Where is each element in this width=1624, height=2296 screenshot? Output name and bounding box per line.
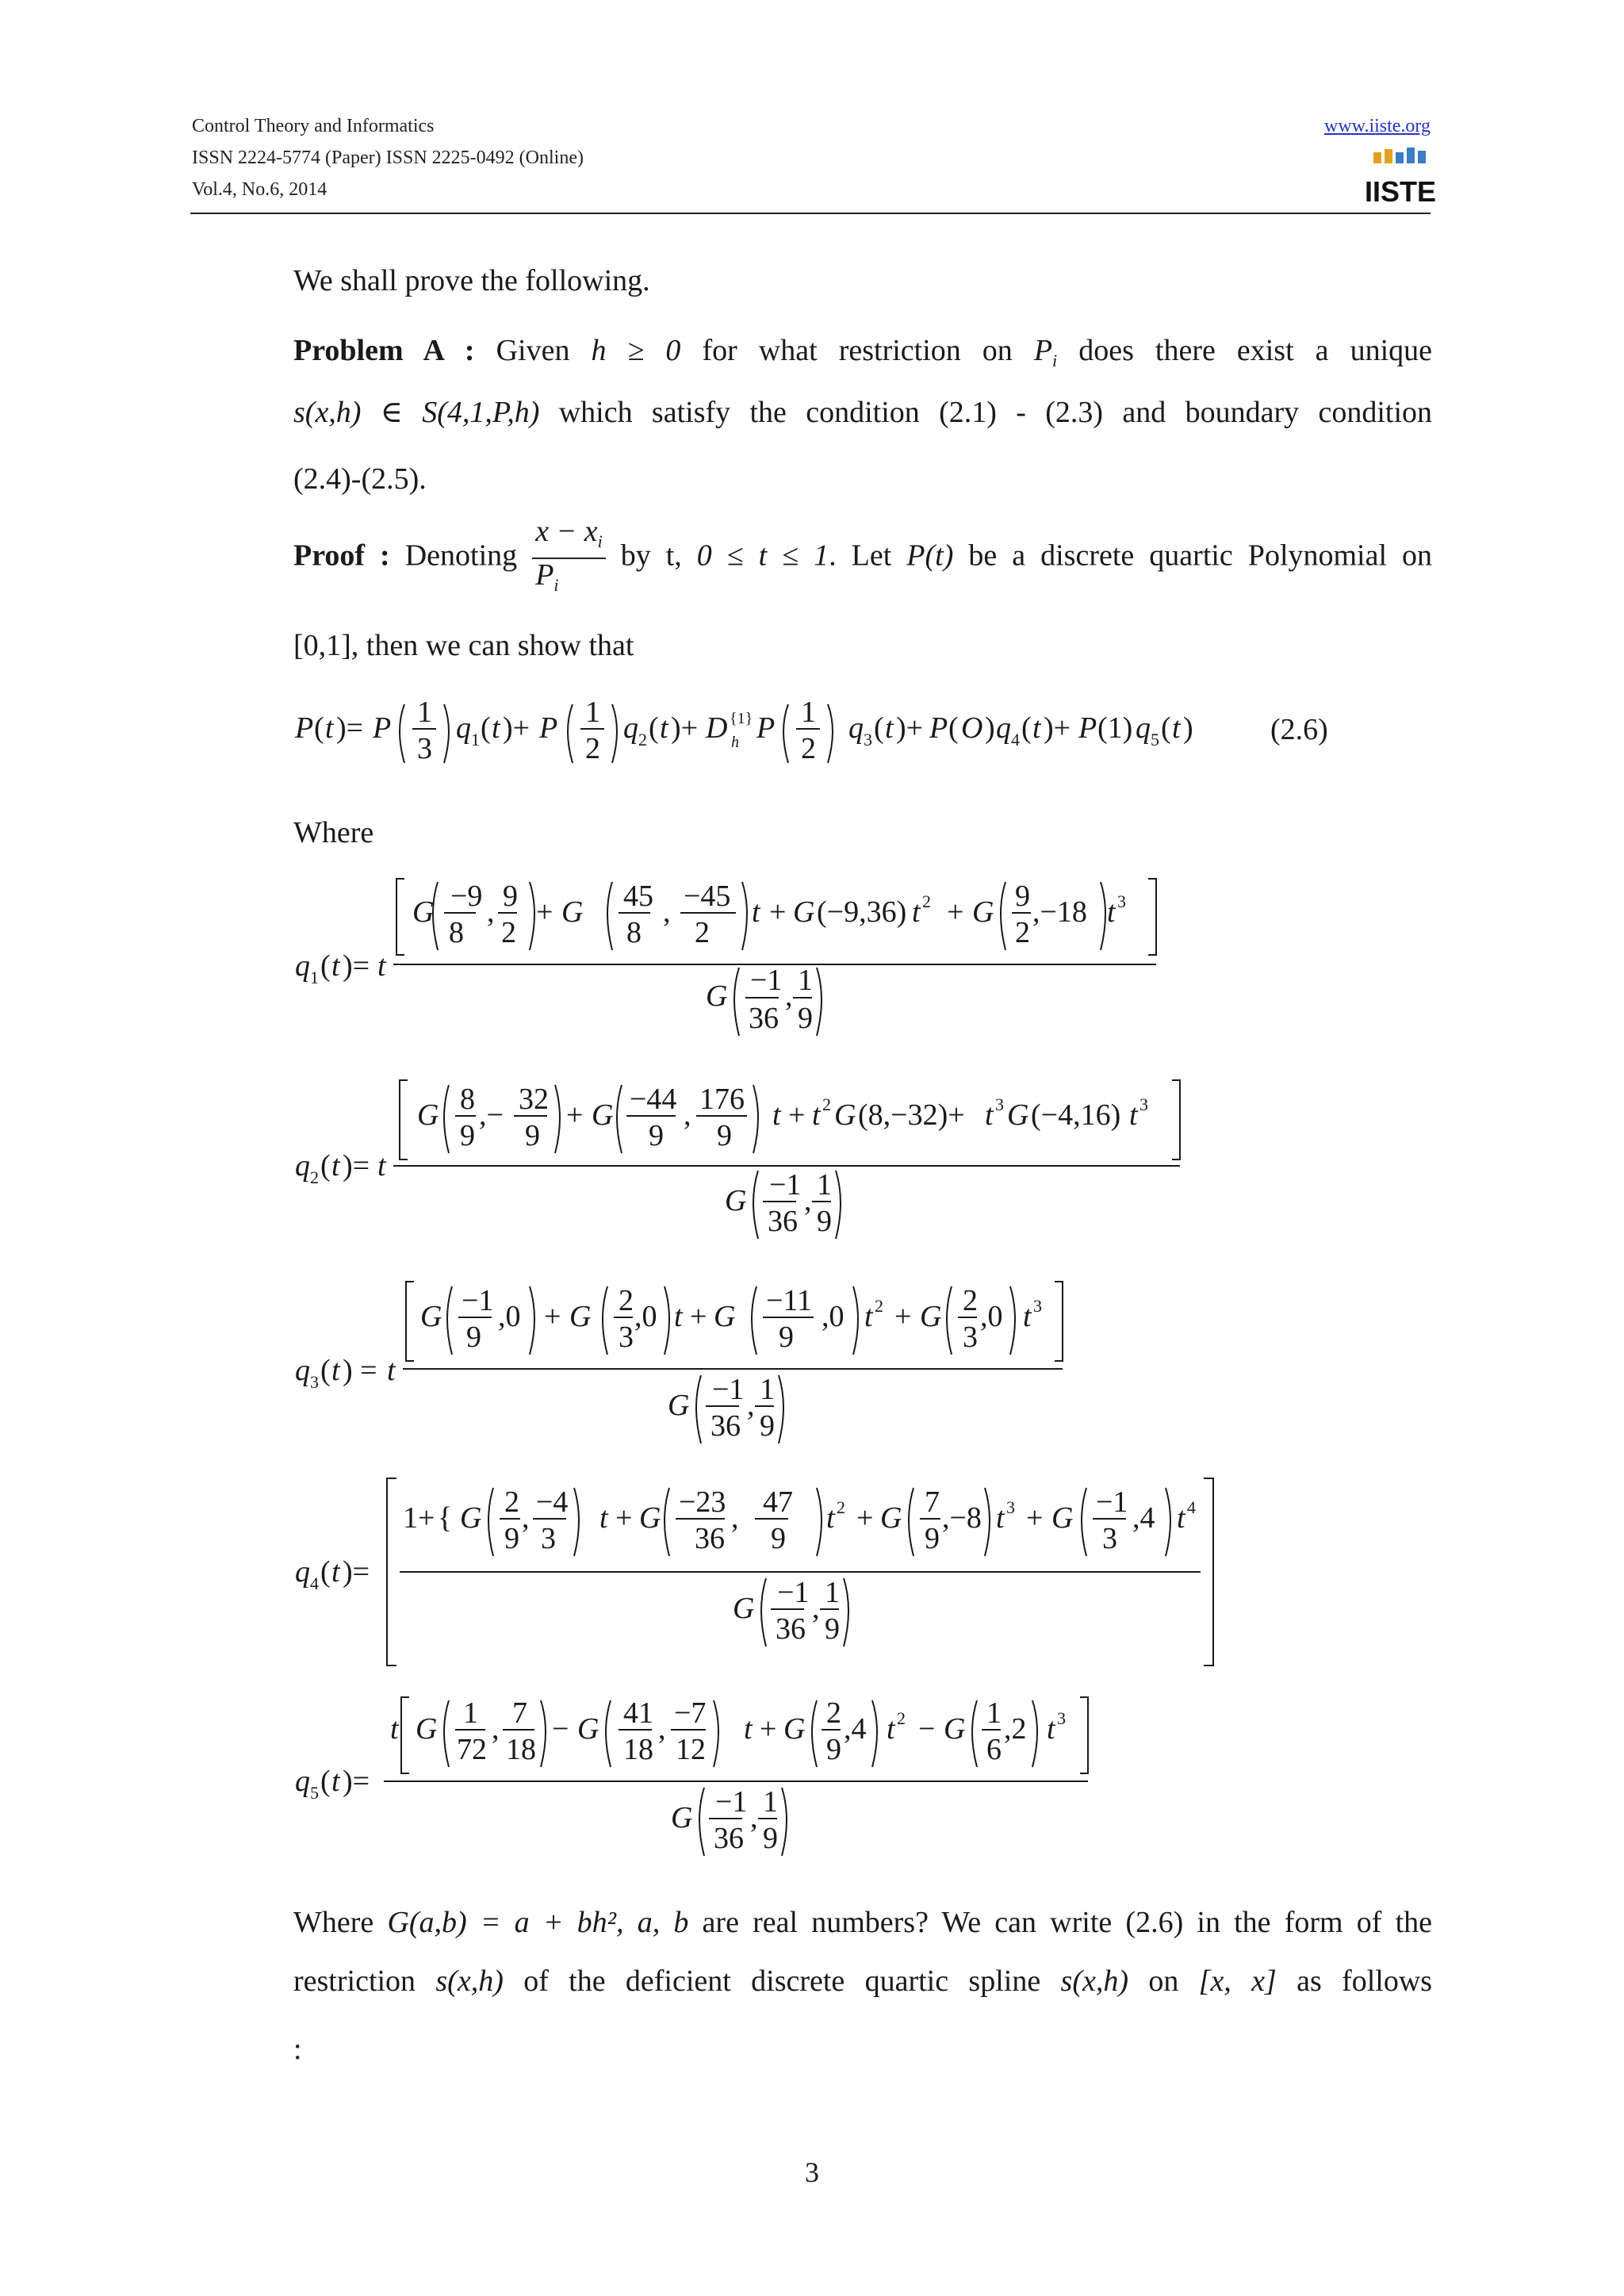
svg-text:9: 9 bbox=[649, 1119, 664, 1152]
svg-text:3: 3 bbox=[995, 1094, 1004, 1114]
svg-text:8: 8 bbox=[449, 916, 464, 949]
svg-text:t: t bbox=[1172, 711, 1181, 745]
svg-text:P: P bbox=[295, 711, 314, 745]
svg-text:t: t bbox=[887, 1712, 895, 1746]
svg-text:{1}: {1} bbox=[730, 710, 753, 727]
svg-text:−1: −1 bbox=[777, 1576, 810, 1609]
svg-text:(1): (1) bbox=[1097, 711, 1133, 745]
intro-paragraph: We shall prove the following. bbox=[293, 264, 650, 297]
svg-text:3: 3 bbox=[619, 1320, 634, 1354]
svg-text:2: 2 bbox=[822, 1094, 831, 1114]
svg-text:G: G bbox=[793, 895, 815, 929]
svg-text:q: q bbox=[848, 711, 864, 745]
svg-text:t: t bbox=[985, 1098, 994, 1132]
svg-text:3: 3 bbox=[1117, 891, 1126, 911]
svg-text:+: + bbox=[690, 1300, 707, 1333]
svg-text:4: 4 bbox=[1011, 730, 1020, 749]
svg-text:−1: −1 bbox=[769, 1168, 802, 1202]
svg-text:,: , bbox=[747, 1389, 755, 1422]
svg-text:P: P bbox=[1078, 711, 1097, 745]
svg-text:q: q bbox=[1136, 711, 1151, 745]
svg-text:G: G bbox=[733, 1592, 755, 1625]
svg-text:2: 2 bbox=[638, 730, 647, 749]
svg-text:−44: −44 bbox=[630, 1083, 677, 1116]
svg-text:3: 3 bbox=[864, 730, 872, 749]
svg-text:7: 7 bbox=[925, 1485, 940, 1519]
svg-text:3: 3 bbox=[1057, 1708, 1066, 1728]
svg-text:G: G bbox=[783, 1712, 806, 1746]
svg-text:36: 36 bbox=[710, 1409, 741, 1443]
svg-text:9: 9 bbox=[503, 880, 518, 913]
svg-text:9: 9 bbox=[798, 1002, 813, 1035]
svg-text:G: G bbox=[639, 1501, 661, 1535]
svg-text:t: t bbox=[331, 1765, 340, 1798]
svg-text:,: , bbox=[522, 1501, 530, 1535]
svg-text:+: + bbox=[1026, 1501, 1044, 1535]
svg-text:9: 9 bbox=[771, 1522, 786, 1555]
svg-text:t: t bbox=[377, 949, 386, 983]
svg-text:−11: −11 bbox=[766, 1284, 813, 1317]
svg-text:47: 47 bbox=[763, 1485, 793, 1519]
svg-text:,: , bbox=[684, 1098, 691, 1132]
proof-label: Proof : bbox=[293, 539, 390, 573]
svg-text:t: t bbox=[331, 1354, 340, 1387]
svg-text:t: t bbox=[996, 1501, 1005, 1535]
svg-text:(: ( bbox=[320, 1555, 331, 1589]
svg-text:D: D bbox=[706, 711, 728, 745]
svg-text:,: , bbox=[812, 1592, 820, 1625]
svg-text:,−18: ,−18 bbox=[1032, 895, 1087, 929]
svg-text:36: 36 bbox=[768, 1205, 798, 1238]
svg-text:q: q bbox=[295, 1149, 310, 1182]
svg-text:)+: )+ bbox=[503, 711, 530, 745]
svg-text:,: , bbox=[750, 1801, 758, 1834]
svg-text:h: h bbox=[731, 734, 739, 751]
svg-text:+: + bbox=[894, 1300, 912, 1333]
svg-text:(: ( bbox=[320, 1765, 331, 1798]
proof-fraction: $\frac{x - x_i}{P_i}$ bbox=[532, 516, 606, 601]
svg-text:3: 3 bbox=[1006, 1497, 1015, 1517]
svg-text:2: 2 bbox=[619, 1284, 634, 1317]
svg-text:32: 32 bbox=[519, 1083, 549, 1116]
volume-line: Vol.4, No.6, 2014 bbox=[192, 179, 327, 200]
svg-text:G: G bbox=[834, 1098, 856, 1132]
svg-text:G: G bbox=[1051, 1501, 1074, 1535]
svg-text:+: + bbox=[856, 1501, 874, 1535]
svg-text:G: G bbox=[592, 1098, 614, 1132]
svg-text:G: G bbox=[460, 1501, 482, 1535]
svg-text:t: t bbox=[325, 711, 334, 745]
svg-text:q: q bbox=[996, 711, 1011, 745]
svg-text:1: 1 bbox=[798, 964, 813, 997]
svg-text:(: ( bbox=[649, 711, 659, 745]
svg-text:−1: −1 bbox=[715, 1785, 748, 1819]
svg-text:t: t bbox=[1023, 1300, 1032, 1333]
svg-text:t: t bbox=[1032, 711, 1041, 745]
svg-text:t: t bbox=[744, 1712, 753, 1746]
svg-text:IISTE: IISTE bbox=[1364, 175, 1437, 208]
svg-text:t: t bbox=[674, 1300, 683, 1333]
svg-text:−1: −1 bbox=[712, 1373, 745, 1406]
svg-text:5: 5 bbox=[1151, 730, 1159, 749]
svg-text:−4: −4 bbox=[536, 1485, 569, 1519]
svg-text:3: 3 bbox=[1102, 1522, 1117, 1555]
svg-text:1: 1 bbox=[471, 730, 480, 749]
svg-text:t: t bbox=[752, 895, 760, 929]
svg-text:1: 1 bbox=[986, 1696, 1002, 1730]
svg-text:q: q bbox=[623, 711, 638, 745]
svg-text:G: G bbox=[412, 895, 435, 929]
svg-text:(: ( bbox=[1161, 711, 1171, 745]
svg-text:+: + bbox=[566, 1098, 584, 1132]
svg-text:t: t bbox=[1177, 1501, 1185, 1535]
svg-text:2: 2 bbox=[585, 732, 600, 765]
svg-text:2: 2 bbox=[875, 1296, 883, 1316]
svg-text:G: G bbox=[920, 1300, 942, 1333]
svg-text:,0: ,0 bbox=[980, 1300, 1003, 1333]
equation-number: (2.6) bbox=[1270, 713, 1328, 746]
closing-line-2: restriction s(x,h) of the deficient discrete quartic spline s(x,h) on [x, x] as follows bbox=[293, 1964, 1433, 1998]
svg-text:−: − bbox=[918, 1712, 936, 1746]
svg-text:(: ( bbox=[948, 711, 959, 745]
svg-text:5: 5 bbox=[310, 1783, 319, 1803]
svg-text:36: 36 bbox=[714, 1822, 744, 1855]
svg-text:9: 9 bbox=[925, 1522, 940, 1555]
svg-text:G: G bbox=[668, 1389, 690, 1422]
svg-text:1: 1 bbox=[801, 696, 816, 729]
svg-text:t: t bbox=[812, 1098, 821, 1132]
svg-text:1: 1 bbox=[763, 1785, 778, 1819]
svg-text:3: 3 bbox=[963, 1320, 978, 1354]
svg-text:,2: ,2 bbox=[1004, 1712, 1027, 1746]
svg-text:1: 1 bbox=[585, 696, 600, 729]
svg-text:2: 2 bbox=[826, 1696, 841, 1730]
svg-text:,4: ,4 bbox=[1132, 1501, 1155, 1535]
svg-text:1: 1 bbox=[817, 1168, 832, 1202]
svg-text:{: { bbox=[438, 1501, 453, 1535]
svg-text:3: 3 bbox=[310, 1372, 319, 1392]
svg-text:G: G bbox=[416, 1712, 438, 1746]
svg-text:t: t bbox=[1047, 1712, 1055, 1746]
svg-text:+: + bbox=[947, 895, 964, 929]
svg-text:9: 9 bbox=[460, 1119, 475, 1152]
svg-text:2: 2 bbox=[801, 732, 816, 765]
svg-text:(8,−32)+: (8,−32)+ bbox=[858, 1098, 965, 1132]
svg-text:36: 36 bbox=[749, 1002, 779, 1035]
svg-text:−1: −1 bbox=[750, 964, 783, 997]
svg-text:G: G bbox=[706, 979, 728, 1013]
svg-text:)=: )= bbox=[336, 711, 364, 745]
svg-text:−23: −23 bbox=[679, 1485, 726, 1519]
svg-text:(−4,16): (−4,16) bbox=[1031, 1098, 1121, 1132]
svg-text:1: 1 bbox=[463, 1696, 478, 1730]
svg-text:9: 9 bbox=[1015, 880, 1030, 913]
svg-text:2: 2 bbox=[504, 1485, 519, 1519]
svg-text:2: 2 bbox=[897, 1708, 906, 1728]
svg-text:−: − bbox=[552, 1712, 569, 1746]
svg-text:(: ( bbox=[1021, 711, 1032, 745]
svg-text:)=: )= bbox=[343, 1765, 370, 1798]
svg-text:,0: ,0 bbox=[634, 1300, 657, 1333]
svg-text:72: 72 bbox=[457, 1733, 487, 1766]
svg-text:t: t bbox=[387, 1354, 396, 1387]
svg-text:,: , bbox=[785, 979, 793, 1013]
svg-text:) =: ) = bbox=[343, 1354, 377, 1387]
svg-text:(: ( bbox=[320, 1149, 331, 1182]
svg-text:q: q bbox=[456, 711, 471, 745]
svg-text:2: 2 bbox=[1015, 916, 1030, 949]
svg-text:45: 45 bbox=[623, 880, 653, 913]
svg-text:,: , bbox=[663, 895, 671, 929]
svg-text:(: ( bbox=[874, 711, 884, 745]
svg-text:9: 9 bbox=[504, 1522, 519, 1555]
svg-text:3: 3 bbox=[1033, 1296, 1042, 1316]
svg-text:9: 9 bbox=[817, 1205, 832, 1238]
svg-text:q: q bbox=[295, 1354, 310, 1387]
svg-text:1: 1 bbox=[417, 696, 432, 729]
svg-text:+: + bbox=[536, 895, 553, 929]
svg-text:4: 4 bbox=[310, 1573, 319, 1593]
problem-label: Problem A : bbox=[293, 334, 475, 367]
svg-text:G: G bbox=[417, 1098, 439, 1132]
svg-text:G: G bbox=[577, 1712, 599, 1746]
svg-text:8: 8 bbox=[460, 1083, 475, 1116]
svg-text:41: 41 bbox=[623, 1696, 653, 1730]
svg-text:t: t bbox=[772, 1098, 781, 1132]
svg-text:t: t bbox=[331, 1149, 340, 1182]
svg-text:9: 9 bbox=[466, 1320, 481, 1354]
svg-text:)=: )= bbox=[343, 1149, 370, 1182]
svg-text:36: 36 bbox=[695, 1522, 725, 1555]
svg-text:3: 3 bbox=[417, 732, 432, 765]
svg-text:(: ( bbox=[320, 949, 331, 983]
svg-text:7: 7 bbox=[512, 1696, 527, 1730]
svg-text:,: , bbox=[804, 1184, 812, 1217]
svg-text:P: P bbox=[929, 711, 948, 745]
svg-text:)+: )+ bbox=[896, 711, 924, 745]
svg-text:−1: −1 bbox=[1096, 1485, 1128, 1519]
proof-line-2: [0,1], then we can show that bbox=[293, 629, 634, 662]
svg-text:6: 6 bbox=[986, 1733, 1002, 1766]
journal-title: Control Theory and Informatics bbox=[192, 116, 435, 136]
svg-text:,−: ,− bbox=[479, 1098, 504, 1132]
issn-line: ISSN 2224-5774 (Paper) ISSN 2225-0492 (Online) bbox=[192, 148, 584, 168]
svg-text:2: 2 bbox=[922, 891, 931, 911]
svg-text:G: G bbox=[569, 1300, 592, 1333]
svg-text:+: + bbox=[760, 1712, 777, 1746]
svg-text:2: 2 bbox=[963, 1284, 978, 1317]
problem-line-1: Problem A : Given h ≥ 0 for what restriction on $P_i$ does there exist a unique bbox=[293, 334, 1432, 370]
svg-text:,0: ,0 bbox=[822, 1300, 845, 1333]
svg-text:,−8: ,−8 bbox=[942, 1501, 982, 1535]
svg-text:G: G bbox=[714, 1300, 736, 1333]
svg-text:3: 3 bbox=[1139, 1094, 1148, 1114]
svg-text:t: t bbox=[826, 1501, 835, 1535]
svg-text:(: ( bbox=[320, 1354, 331, 1387]
svg-text:+: + bbox=[615, 1501, 633, 1535]
svg-text:t: t bbox=[864, 1300, 873, 1333]
svg-text:9: 9 bbox=[760, 1409, 775, 1443]
svg-text:,0: ,0 bbox=[498, 1300, 521, 1333]
svg-text:P: P bbox=[373, 711, 392, 745]
svg-text:G: G bbox=[944, 1712, 966, 1746]
svg-text:(: ( bbox=[314, 711, 324, 745]
svg-text:G: G bbox=[671, 1801, 693, 1834]
svg-text:3: 3 bbox=[541, 1522, 556, 1555]
svg-text:2: 2 bbox=[837, 1497, 845, 1517]
svg-text:+: + bbox=[544, 1300, 561, 1333]
svg-text:t: t bbox=[331, 1555, 340, 1589]
page-number: 3 bbox=[805, 2156, 819, 2188]
proof-line-1: Proof : Denoting $\frac{x - x_i}{P_i}$ by t, 0 ≤ t ≤ 1. Let P(t) be a discrete quartic Polynomial on bbox=[293, 516, 1432, 601]
svg-text:176: 176 bbox=[699, 1083, 745, 1116]
svg-text:+: + bbox=[788, 1098, 806, 1132]
svg-text:G: G bbox=[880, 1501, 902, 1535]
svg-text:9: 9 bbox=[763, 1822, 778, 1855]
svg-text:O: O bbox=[961, 711, 983, 745]
svg-text:,: , bbox=[492, 1712, 500, 1746]
svg-text:−7: −7 bbox=[674, 1696, 707, 1730]
svg-text:(: ( bbox=[481, 711, 491, 745]
header-rule bbox=[190, 213, 1431, 214]
svg-text:G: G bbox=[561, 895, 584, 929]
svg-text:q: q bbox=[295, 949, 310, 983]
svg-text:9: 9 bbox=[525, 1119, 540, 1152]
svg-text:,: , bbox=[658, 1712, 666, 1746]
svg-text:t: t bbox=[331, 949, 340, 983]
svg-text:): ) bbox=[1183, 711, 1193, 745]
svg-text:P: P bbox=[539, 711, 558, 745]
svg-text:2: 2 bbox=[501, 916, 516, 949]
svg-text:): ) bbox=[985, 711, 995, 745]
svg-text:,: , bbox=[731, 1501, 739, 1535]
svg-text:4: 4 bbox=[1187, 1497, 1196, 1517]
svg-text:1: 1 bbox=[310, 968, 319, 987]
svg-text:)=: )= bbox=[343, 949, 370, 983]
svg-text:−9: −9 bbox=[450, 880, 483, 913]
svg-text:12: 12 bbox=[676, 1733, 706, 1766]
svg-text:2: 2 bbox=[310, 1167, 319, 1187]
svg-text:t: t bbox=[885, 711, 894, 745]
svg-text:t: t bbox=[390, 1712, 399, 1746]
svg-text:q: q bbox=[295, 1555, 310, 1589]
svg-text:)=: )= bbox=[343, 1555, 370, 1589]
iiste-logo bbox=[1364, 146, 1437, 208]
website-link[interactable]: www.iiste.org bbox=[1324, 116, 1431, 136]
svg-text:2: 2 bbox=[695, 916, 710, 949]
svg-text:9: 9 bbox=[779, 1320, 794, 1354]
svg-text:)+: )+ bbox=[671, 711, 699, 745]
svg-text:−1: −1 bbox=[462, 1284, 494, 1317]
closing-line-3: : bbox=[293, 2033, 302, 2066]
svg-text:36: 36 bbox=[776, 1612, 806, 1646]
svg-text:18: 18 bbox=[506, 1733, 536, 1766]
svg-text:−45: −45 bbox=[684, 880, 731, 913]
svg-text:G: G bbox=[420, 1300, 442, 1333]
svg-text:9: 9 bbox=[826, 1733, 841, 1766]
svg-text:(−9,36): (−9,36) bbox=[817, 895, 907, 929]
svg-text:)+: )+ bbox=[1044, 711, 1071, 745]
svg-text:9: 9 bbox=[717, 1119, 732, 1152]
svg-text:G: G bbox=[972, 895, 994, 929]
svg-text:t: t bbox=[492, 711, 500, 745]
svg-text:t: t bbox=[377, 1149, 386, 1182]
svg-text:,: , bbox=[487, 895, 495, 929]
svg-text:18: 18 bbox=[623, 1733, 653, 1766]
where-label: Where bbox=[293, 816, 374, 849]
svg-text:t: t bbox=[1107, 895, 1116, 929]
svg-text:q: q bbox=[295, 1765, 310, 1798]
svg-text:1: 1 bbox=[825, 1576, 840, 1609]
svg-text:+: + bbox=[769, 895, 787, 929]
svg-text:8: 8 bbox=[626, 916, 642, 949]
closing-line-1: Where G(a,b) = a + bh², a, b are real numbers? We can write (2.6) in the form of the bbox=[293, 1906, 1432, 1939]
svg-text:t: t bbox=[912, 895, 921, 929]
svg-text:G: G bbox=[1007, 1098, 1029, 1132]
problem-line-2: s(x,h) ∈ S(4,1,P,h) which satisfy the condition (2.1) - (2.3) and boundary condition bbox=[293, 396, 1432, 429]
svg-text:P: P bbox=[756, 711, 776, 745]
svg-text:t: t bbox=[660, 711, 668, 745]
svg-text:,4: ,4 bbox=[844, 1712, 867, 1746]
svg-text:1: 1 bbox=[760, 1373, 775, 1406]
svg-text:G: G bbox=[725, 1184, 747, 1217]
svg-text:1+: 1+ bbox=[403, 1501, 435, 1535]
svg-text:9: 9 bbox=[825, 1612, 840, 1646]
problem-line-3: (2.4)-(2.5). bbox=[293, 462, 427, 496]
svg-text:t: t bbox=[1129, 1098, 1138, 1132]
svg-text:t: t bbox=[599, 1501, 608, 1535]
